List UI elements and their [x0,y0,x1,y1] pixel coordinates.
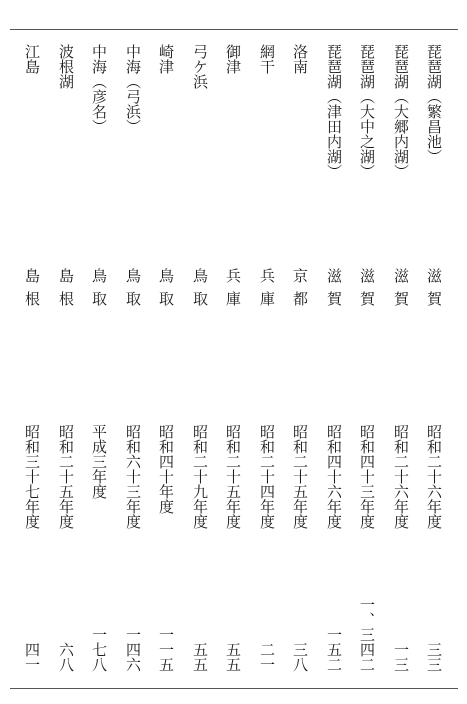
row-4-year: 昭和四十六年度 [325,424,343,529]
row-3-year: 昭和四十三年度 [358,424,376,529]
row-7-num: 五五 [224,642,242,672]
row-8-year: 昭和二十九年度 [191,424,209,529]
row-2-place: 琵琶湖（大郷内湖） [392,44,410,179]
row-11-pref: 鳥取 [90,268,108,314]
row-6-num: 二一 [258,642,276,672]
row-1-year: 昭和二十六年度 [425,424,443,529]
row-9-year: 昭和四十年度 [157,424,175,514]
bottom-rule [10,688,458,689]
row-13-year: 昭和三十七年度 [23,424,41,529]
row-12-place: 波根湖 [57,44,75,89]
row-4-place: 琵琶湖（津田内湖） [325,44,343,179]
row-12-num: 六八 [57,642,75,672]
row-11-place: 中海（彦名） [90,44,108,134]
row-5-place: 洛南 [291,44,309,74]
row-10-pref: 鳥取 [124,268,142,314]
row-3-pref: 滋賀 [358,268,376,314]
row-8-num: 五五 [191,642,209,672]
row-1-pref: 滋賀 [425,268,443,314]
row-7-pref: 兵庫 [224,268,242,314]
row-12-pref: 島根 [57,268,75,314]
row-3-place: 琵琶湖（大中之湖） [358,44,376,179]
row-5-num: 三八 [291,642,309,672]
row-3-num: 一、三四二 [358,597,376,672]
top-rule [10,29,458,30]
row-2-pref: 滋賀 [392,268,410,314]
row-5-year: 昭和二十五年度 [291,424,309,529]
row-10-num: 一四六 [124,627,142,672]
row-11-year: 平成三年度 [90,424,108,499]
row-1-place: 琵琶湖（繁昌池） [425,44,443,164]
row-7-place: 御津 [224,44,242,74]
row-1-num: 三三 [425,642,443,672]
row-8-pref: 鳥取 [191,268,209,314]
row-6-year: 昭和二十四年度 [258,424,276,529]
row-4-num: 一五二 [325,627,343,672]
row-2-year: 昭和二十六年度 [392,424,410,529]
row-9-pref: 鳥取 [157,268,175,314]
row-13-pref: 島根 [23,268,41,314]
row-7-year: 昭和二十五年度 [224,424,242,529]
row-8-place: 弓ケ浜 [191,44,209,89]
row-13-place: 江島 [23,44,41,74]
row-11-num: 一七八 [90,627,108,672]
row-6-place: 網干 [258,44,276,74]
row-9-num: 一一五 [157,627,175,672]
row-5-pref: 京都 [291,268,309,314]
row-12-year: 昭和二十五年度 [57,424,75,529]
row-9-place: 崎津 [157,44,175,74]
row-10-year: 昭和六十三年度 [124,424,142,529]
row-10-place: 中海（弓浜） [124,44,142,134]
row-13-num: 四一 [23,642,41,672]
row-6-pref: 兵庫 [258,268,276,314]
row-2-num: 一三 [392,642,410,672]
row-4-pref: 滋賀 [325,268,343,314]
